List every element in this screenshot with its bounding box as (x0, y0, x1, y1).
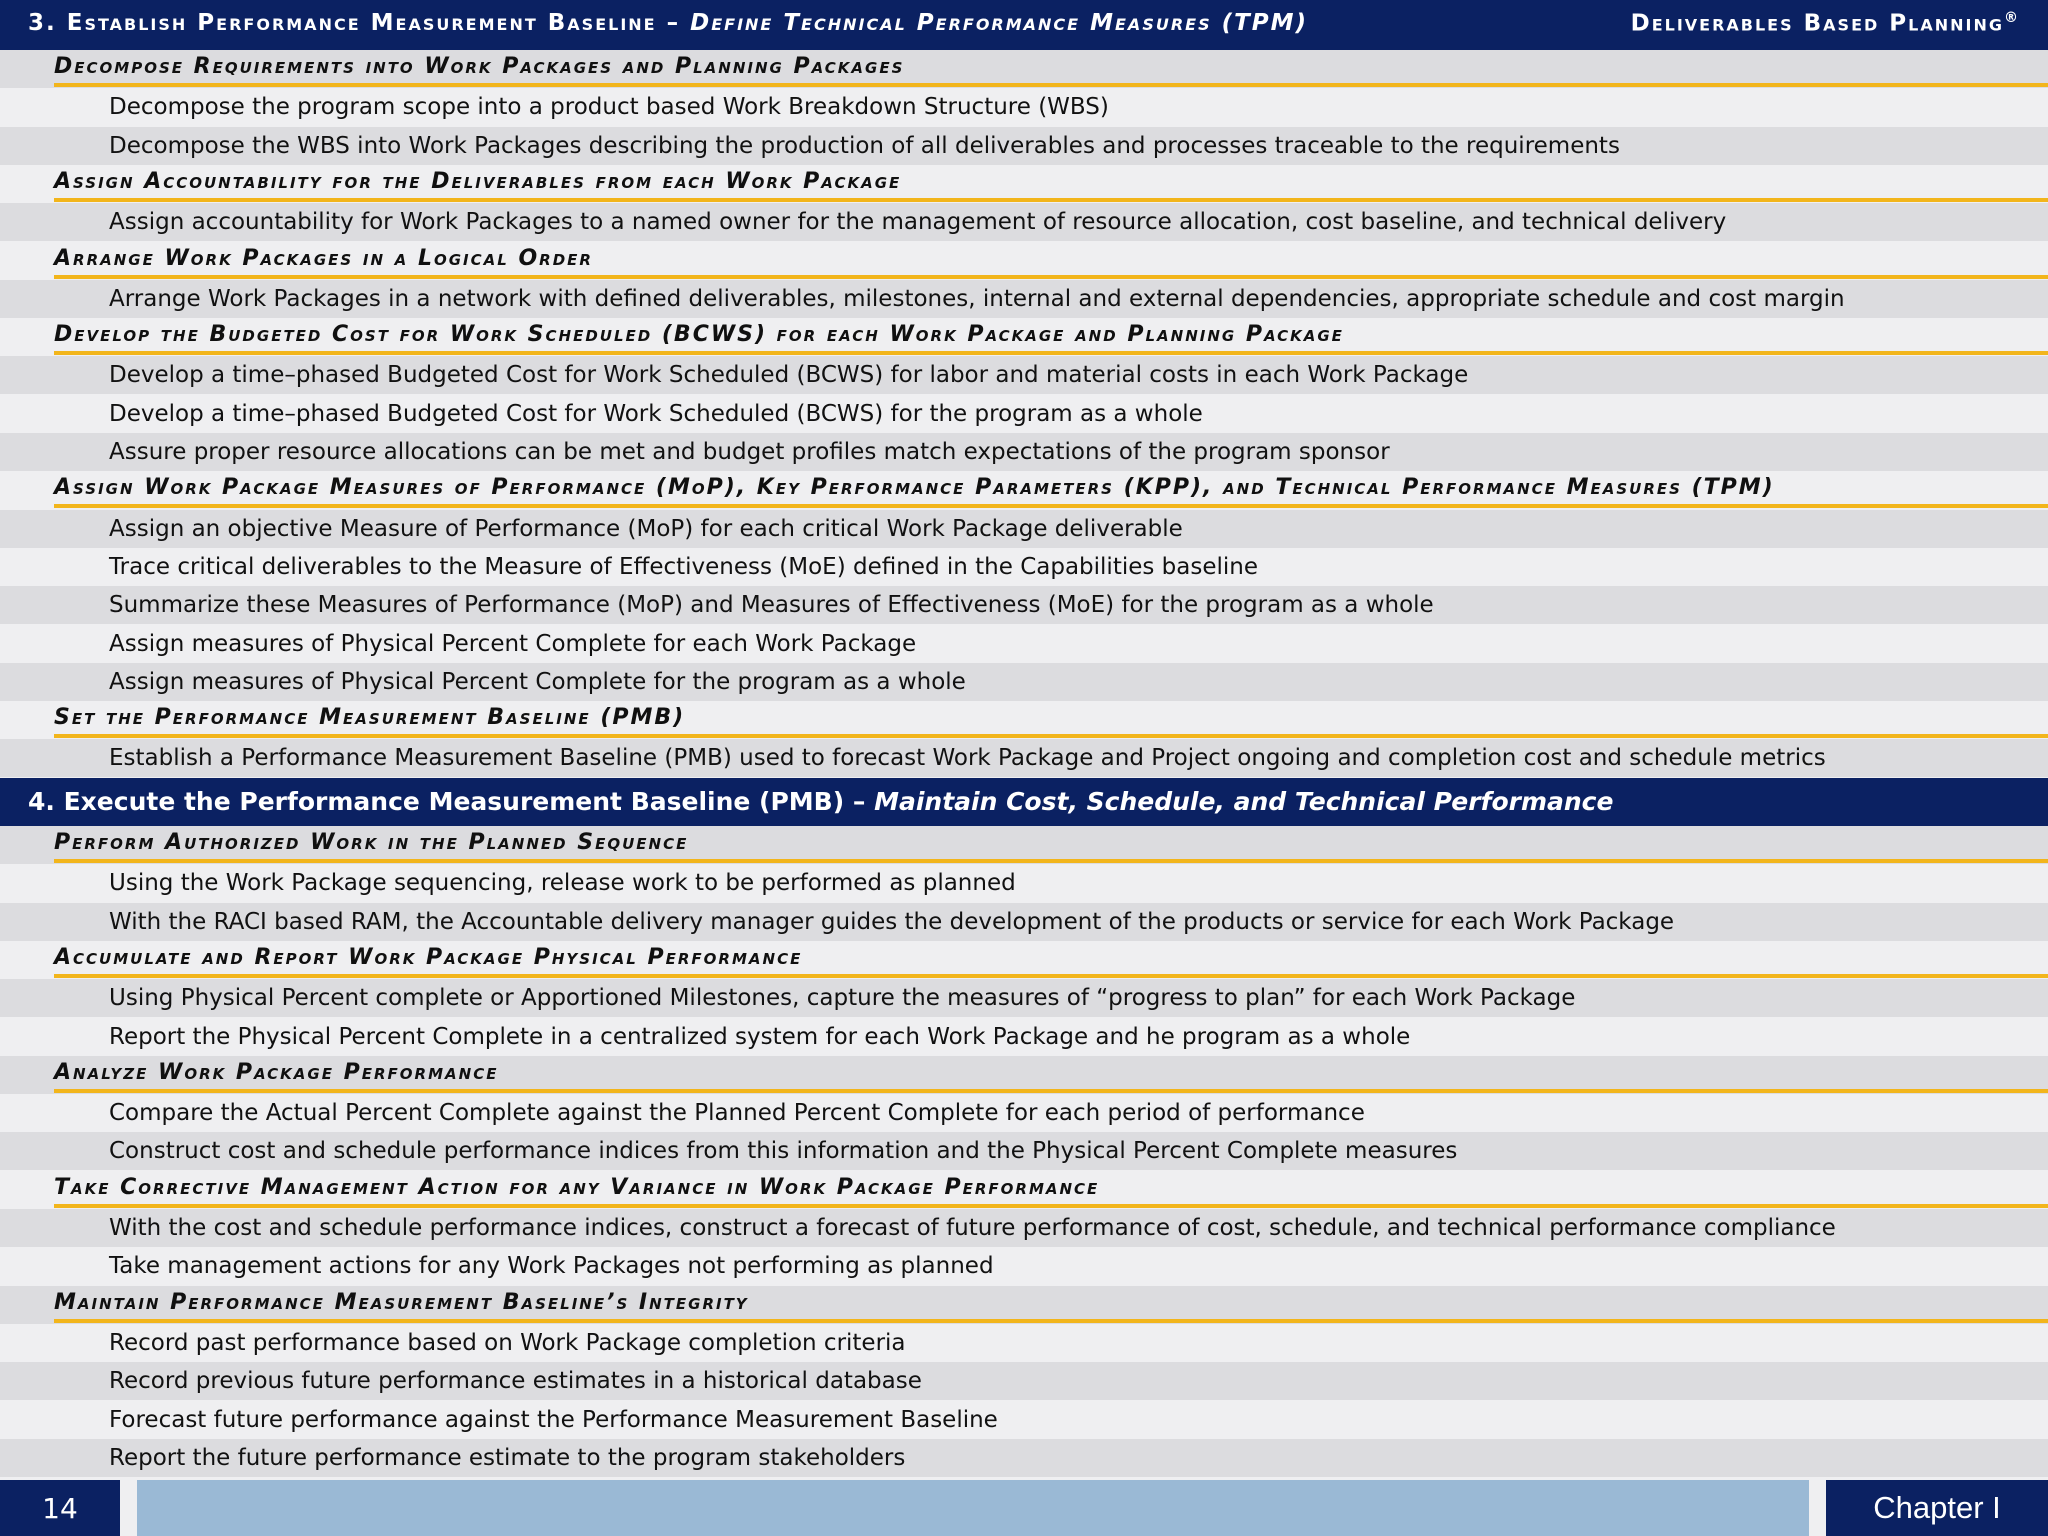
task-item-text: Using Physical Percent complete or Apportioned Milestones, capture the measures of “progress to plan” for each Work Package (109, 985, 1576, 1012)
task-item-row (0, 1132, 2048, 1170)
heading-underline (54, 198, 2048, 202)
step-heading-row (0, 318, 2048, 356)
task-item-text: Decompose the program scope into a product based Work Breakdown Structure (WBS) (109, 94, 1109, 121)
heading-underline (54, 351, 2048, 355)
step-heading: Take Corrective Management Action for any Variance in Work Package Performance (54, 1174, 1100, 1200)
task-item-row (0, 663, 2048, 701)
task-item-text: Trace critical deliverables to the Measure of Effectiveness (MoE) defined in the Capabilities baseline (109, 553, 1259, 580)
task-item-row (0, 1439, 2048, 1477)
task-item-text: Record past performance based on Work Package completion criteria (109, 1329, 906, 1356)
task-item-text: Establish a Performance Measurement Baseline (PMB) used to forecast Work Package and Project ongoing and completion cost and schedule metrics (109, 745, 1826, 772)
task-item-row (0, 1401, 2048, 1439)
step-heading: Assign Accountability for the Deliverables from each Work Package (54, 168, 902, 194)
task-item-row (0, 1247, 2048, 1285)
task-item-text: Assign accountability for Work Packages to a named owner for the management of resource allocation, cost baseline, and technical delivery (109, 209, 1727, 236)
brand-title (1631, 10, 2020, 37)
section-4-title-italic: Maintain Cost, Schedule, and Technical Performance (874, 787, 1614, 816)
task-item-row (0, 280, 2048, 318)
task-item-row (0, 625, 2048, 663)
heading-underline (54, 504, 2048, 508)
step-heading: Arrange Work Packages in a Logical Order (54, 245, 593, 271)
task-item-text: Report the future performance estimate to the program stakeholders (109, 1444, 906, 1471)
task-item-row (0, 395, 2048, 433)
step-heading: Set the Performance Measurement Baseline (PMB) (54, 705, 686, 731)
task-item-text: Construct cost and schedule performance indices from this information and the Physical Percent Complete measures (109, 1138, 1458, 1165)
task-item-row (0, 1094, 2048, 1132)
heading-underline (54, 275, 2048, 279)
task-item-text: Compare the Actual Percent Complete against the Planned Percent Complete for each period of performance (109, 1100, 1365, 1127)
task-item-row (0, 356, 2048, 394)
heading-underline (54, 859, 2048, 863)
heading-underline (54, 734, 2048, 738)
task-item-row (0, 1362, 2048, 1400)
task-item-text: Assign measures of Physical Percent Complete for each Work Package (109, 630, 917, 657)
task-item-row (0, 1018, 2048, 1056)
section-3-title-main: 3. Establish Performance Measurement Baseline – (28, 10, 691, 36)
task-item-text: Report the Physical Percent Complete in a centralized system for each Work Package and he program as a whole (109, 1023, 1411, 1050)
step-heading-row (0, 1171, 2048, 1209)
section-4-header (0, 778, 2048, 826)
task-item-text: Assign measures of Physical Percent Complete for the program as a whole (109, 668, 966, 695)
section-3-header (0, 0, 2048, 50)
footer-bar (137, 1480, 1809, 1536)
task-item-text: Develop a time–phased Budgeted Cost for Work Scheduled (BCWS) for the program as a whole (109, 400, 1203, 427)
step-heading-row (0, 242, 2048, 280)
step-heading: Assign Work Package Measures of Performance (MoP), Key Performance Parameters (KPP), and Technical Performance Measures (TPM) (54, 475, 1775, 501)
heading-underline (54, 83, 2048, 87)
task-item-row (0, 586, 2048, 624)
step-heading: Accumulate and Report Work Package Physical Performance (54, 944, 803, 970)
task-item-row (0, 1209, 2048, 1247)
task-item-row (0, 433, 2048, 471)
task-item-text: Decompose the WBS into Work Packages describing the production of all deliverables and processes traceable to the requirements (109, 132, 1620, 159)
task-item-text: With the cost and schedule performance indices, construct a forecast of future performance of cost, schedule, and technical performance compliance (109, 1215, 1836, 1241)
task-item-text: Using the Work Package sequencing, release work to be performed as planned (109, 870, 1016, 897)
step-heading-row (0, 471, 2048, 509)
task-item-text: Summarize these Measures of Performance (MoP) and Measures of Effectiveness (MoE) for the program as a whole (109, 592, 1434, 619)
registered-mark: ® (2004, 10, 2020, 26)
step-heading-row (0, 50, 2048, 88)
task-item-row (0, 127, 2048, 165)
section-4-title-main: 4. Execute the Performance Measurement Baseline (PMB) – (28, 787, 875, 816)
task-item-text: Take management actions for any Work Packages not performing as planned (109, 1253, 994, 1280)
task-item-row (0, 864, 2048, 902)
task-item-text: Assure proper resource allocations can be met and budget profiles match expectations of the program sponsor (109, 439, 1390, 465)
step-heading-row (0, 165, 2048, 203)
task-item-text: Assign an objective Measure of Performance (MoP) for each critical Work Package deliverable (109, 515, 1183, 542)
task-item-row (0, 510, 2048, 548)
task-item-text: Record previous future performance estimates in a historical database (109, 1368, 922, 1395)
step-heading-row (0, 826, 2048, 864)
task-item-row (0, 88, 2048, 126)
task-item-row (0, 979, 2048, 1017)
step-heading-row (0, 1286, 2048, 1324)
page-number: 14 (0, 1480, 120, 1536)
chapter-label: Chapter I (1826, 1480, 2048, 1536)
heading-underline (54, 974, 2048, 978)
task-item-row (0, 1324, 2048, 1362)
step-heading-row (0, 1056, 2048, 1094)
section-3-title-italic: Define Technical Performance Measures (TPM) (690, 10, 1309, 36)
task-item-row (0, 548, 2048, 586)
step-heading: Perform Authorized Work in the Planned Sequence (54, 830, 689, 855)
footer (0, 1480, 2048, 1536)
heading-underline (54, 1204, 2048, 1208)
step-heading: Decompose Requirements into Work Packages and Planning Packages (54, 54, 905, 79)
task-item-row (0, 903, 2048, 941)
section-3-title (28, 10, 1308, 36)
brand-name: Deliverables Based Planning (1630, 10, 2004, 37)
task-item-text: Forecast future performance against the Performance Measurement Baseline (109, 1406, 998, 1433)
step-heading: Develop the Budgeted Cost for Work Scheduled (BCWS) for each Work Package and Planning Package (54, 322, 1344, 348)
step-heading: Analyze Work Package Performance (54, 1059, 499, 1085)
step-heading-row (0, 941, 2048, 979)
step-heading-row (0, 701, 2048, 739)
task-item-text: With the RACI based RAM, the Accountable delivery manager guides the development of the products or service for each Work Package (109, 908, 1675, 935)
task-item-row (0, 739, 2048, 777)
step-heading: Maintain Performance Measurement Baseline’s Integrity (54, 1289, 749, 1315)
task-item-row (0, 203, 2048, 241)
heading-underline (54, 1319, 2048, 1323)
section-4-title (28, 787, 1613, 816)
task-item-text: Arrange Work Packages in a network with defined deliverables, milestones, internal and external dependencies, appropriate schedule and cost margin (109, 285, 1845, 312)
heading-underline (54, 1089, 2048, 1093)
task-item-text: Develop a time–phased Budgeted Cost for Work Scheduled (BCWS) for labor and material costs in each Work Package (109, 362, 1469, 389)
